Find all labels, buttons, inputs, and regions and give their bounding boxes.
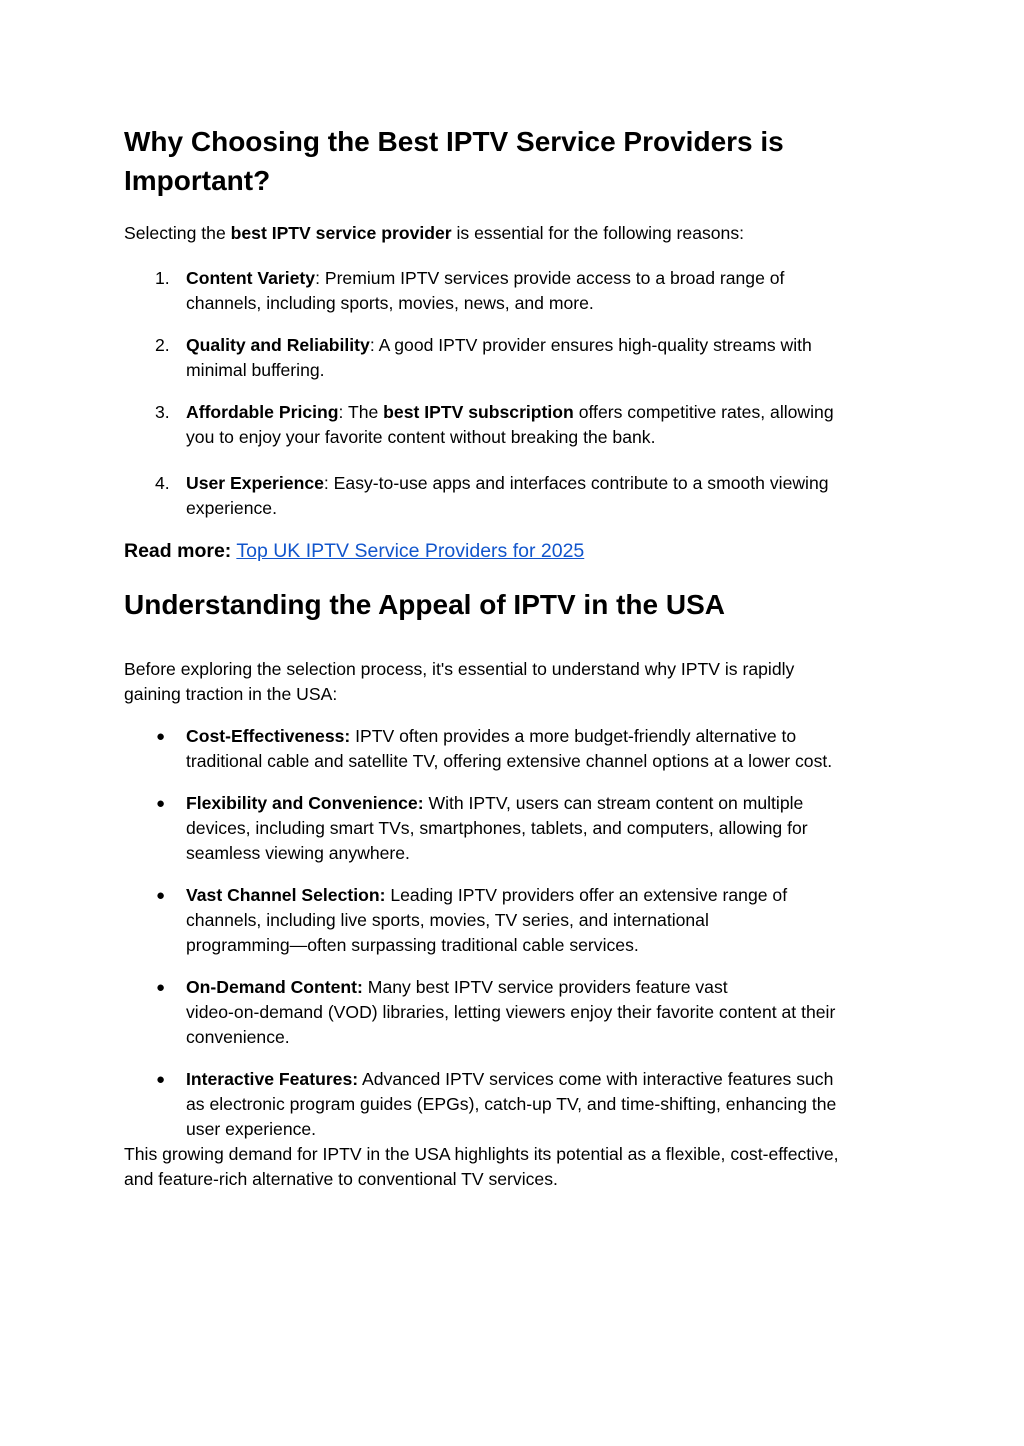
list-number: 3. [155, 402, 170, 422]
paragraph-line: This growing demand for IPTV in the USA highlights its potential as a flexible, cost-effective, [124, 1144, 839, 1164]
item-text-segment: offers competitive rates, allowing [573, 402, 834, 422]
item-text-segment: : The [338, 402, 384, 422]
item-text-line: seamless viewing anywhere. [186, 843, 410, 863]
item-text-line: Advanced IPTV services come with interactive features such [358, 1069, 834, 1089]
list-item-text [186, 266, 906, 316]
read-more-label: Read more: [124, 540, 232, 562]
item-text-line: channels, including sports, movies, news, and more. [186, 293, 594, 313]
paragraph-line: gaining traction in the USA: [124, 684, 338, 704]
list-item-text [186, 471, 906, 521]
item-text-line: devices, including smart TVs, smartphones, tablets, and computers, allowing for [186, 818, 808, 838]
list-item-text [186, 333, 906, 383]
list-item-text [186, 883, 906, 958]
intro-paragraph [124, 221, 904, 246]
item-text-line: channels, including live sports, movies, TV series, and international [186, 910, 709, 930]
item-title: Cost-Effectiveness: [186, 726, 351, 746]
list-number: 4. [155, 473, 170, 493]
bullet-icon: ● [156, 887, 166, 904]
item-text-line: user experience. [186, 1119, 317, 1139]
item-bold-segment: best IPTV subscription [383, 402, 574, 422]
bullet-icon: ● [156, 728, 166, 745]
paragraph-line: and feature-rich alternative to conventional TV services. [124, 1169, 558, 1189]
section-heading-appeal: Understanding the Appeal of IPTV in the USA [124, 589, 725, 620]
item-text-line: video-on-demand (VOD) libraries, letting viewers enjoy their favorite content at their [186, 1002, 836, 1022]
item-text-line: traditional cable and satellite TV, offering extensive channel options at a lower cost. [186, 751, 833, 771]
intro-suffix: is essential for the following reasons: [451, 223, 745, 243]
section2-intro [124, 657, 904, 707]
list-item-text [186, 791, 906, 866]
item-title: Quality and Reliability [186, 335, 370, 355]
item-text-line: Leading IPTV providers offer an extensive range of [385, 885, 788, 905]
item-text-line: : A good IPTV provider ensures high-quality streams with [369, 335, 812, 355]
item-text-line: experience. [186, 498, 277, 518]
item-text-line: minimal buffering. [186, 360, 325, 380]
bullet-icon: ● [156, 1071, 166, 1088]
item-text-line: : Premium IPTV services provide access to a broad range of [315, 268, 785, 288]
item-title: Interactive Features: [186, 1069, 359, 1089]
read-more-line [124, 537, 904, 565]
bullet-icon: ● [156, 795, 166, 812]
item-title: Flexibility and Convenience: [186, 793, 424, 813]
list-number: 2. [155, 335, 170, 355]
item-text-line: With IPTV, users can stream content on multiple [423, 793, 804, 813]
item-title: On-Demand Content: [186, 977, 363, 997]
item-text-line: Many best IPTV service providers feature vast [362, 977, 728, 997]
item-text-line: programming—often surpassing traditional cable services. [186, 935, 639, 955]
bullet-icon: ● [156, 979, 166, 996]
item-title: Affordable Pricing [186, 402, 339, 422]
list-item-text [186, 975, 906, 1050]
list-number: 1. [155, 268, 170, 288]
item-title: Content Variety [186, 268, 316, 288]
item-title: Vast Channel Selection: [186, 885, 386, 905]
intro-bold: best IPTV service provider [230, 223, 452, 243]
read-more-link[interactable]: Top UK IPTV Service Providers for 2025 [236, 540, 585, 562]
item-title: User Experience [186, 473, 324, 493]
list-item-text [186, 724, 906, 774]
list-item-text [186, 400, 906, 450]
list-item-text [186, 1067, 906, 1142]
closing-paragraph [124, 1142, 904, 1192]
intro-prefix: Selecting the [124, 223, 231, 243]
item-text-line: : Easy-to-use apps and interfaces contribute to a smooth viewing [323, 473, 829, 493]
item-text-line: convenience. [186, 1027, 290, 1047]
paragraph-line: Before exploring the selection process, it's essential to understand why IPTV is rapidly [124, 659, 795, 679]
item-text-line: you to enjoy your favorite content without breaking the bank. [186, 427, 656, 447]
item-text-line: IPTV often provides a more budget-friendly alternative to [350, 726, 797, 746]
heading-line: Why Choosing the Best IPTV Service Providers is [124, 126, 784, 157]
heading-line: Important? [124, 165, 271, 196]
item-text-line: as electronic program guides (EPGs), catch-up TV, and time-shifting, enhancing the [186, 1094, 837, 1114]
section-heading-why-choosing [124, 122, 904, 200]
